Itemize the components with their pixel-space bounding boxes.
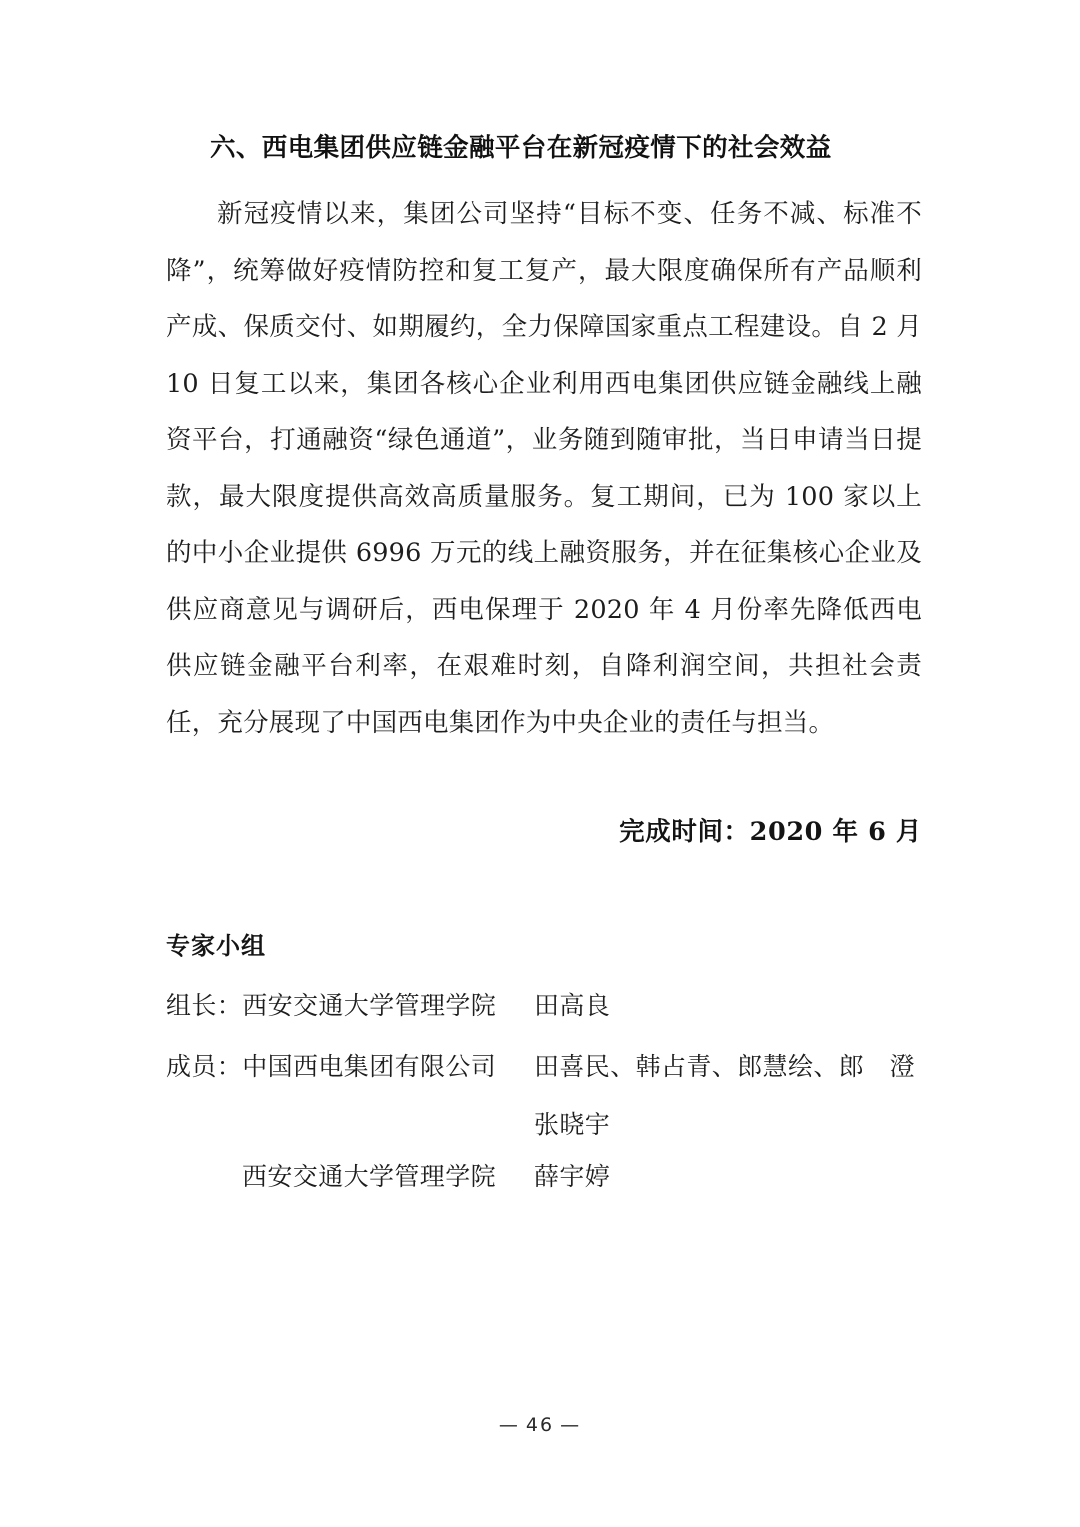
expert-group-names: 田高良 [534, 991, 611, 1020]
footer-dash-right: — [560, 1414, 582, 1436]
page-number: 46 [525, 1414, 555, 1436]
expert-group-names: 薛宇婷 [534, 1162, 611, 1191]
expert-group-names: 田喜民、韩占青、郎慧绘、郎 澄 [534, 1052, 916, 1081]
footer-dash-left: — [498, 1414, 520, 1436]
expert-group-affiliation: 成员：中国西电集团有限公司 [166, 1052, 497, 1081]
expert-group-names: 张晓宇 [534, 1110, 611, 1139]
section-heading: 六、西电集团供应链金融平台在新冠疫情下的社会效益 [210, 133, 832, 163]
page-footer [0, 1414, 1080, 1436]
expert-group-row-member-2 [166, 1106, 922, 1144]
body-paragraph: 新冠疫情以来，集团公司坚持“目标不变、任务不减、标准不降”，统筹做好疫情防控和复工复产，最大限度确保所有产品顺利产成、保质交付、如期履约，全力保障国家重点工程建设。自 2 月 10 日复工以来，集团各核心企业利用西电集团供应链金融线上融资平台，打通融资“绿色通道”，业务随到随审批，当日申请当日提款，最大限度提供高效高质量服务。复工期间，已为 100 家以上的中小企业提供 6996 万元的线上融资服务，并在征集核心企业及供应商意见与调研后，西电保理于 2020 年 4 月份率先降低西电供应链金融平台利率，在艰难时刻，自降利润空间，共担社会责任，充分展现了中国西电集团作为中央企业的责任与担当。 [166, 199, 922, 738]
expert-group-affiliation: 西安交通大学管理学院 [242, 1162, 497, 1191]
expert-group-affiliation: 组长：西安交通大学管理学院 [166, 991, 497, 1020]
expert-group-row-leader [166, 987, 922, 1025]
expert-group-row-member-1 [166, 1048, 922, 1086]
completion-date: 完成时间：2020 年 6 月 [619, 817, 922, 847]
expert-group-row-member-3 [166, 1158, 922, 1196]
expert-group-title: 专家小组 [166, 931, 266, 960]
